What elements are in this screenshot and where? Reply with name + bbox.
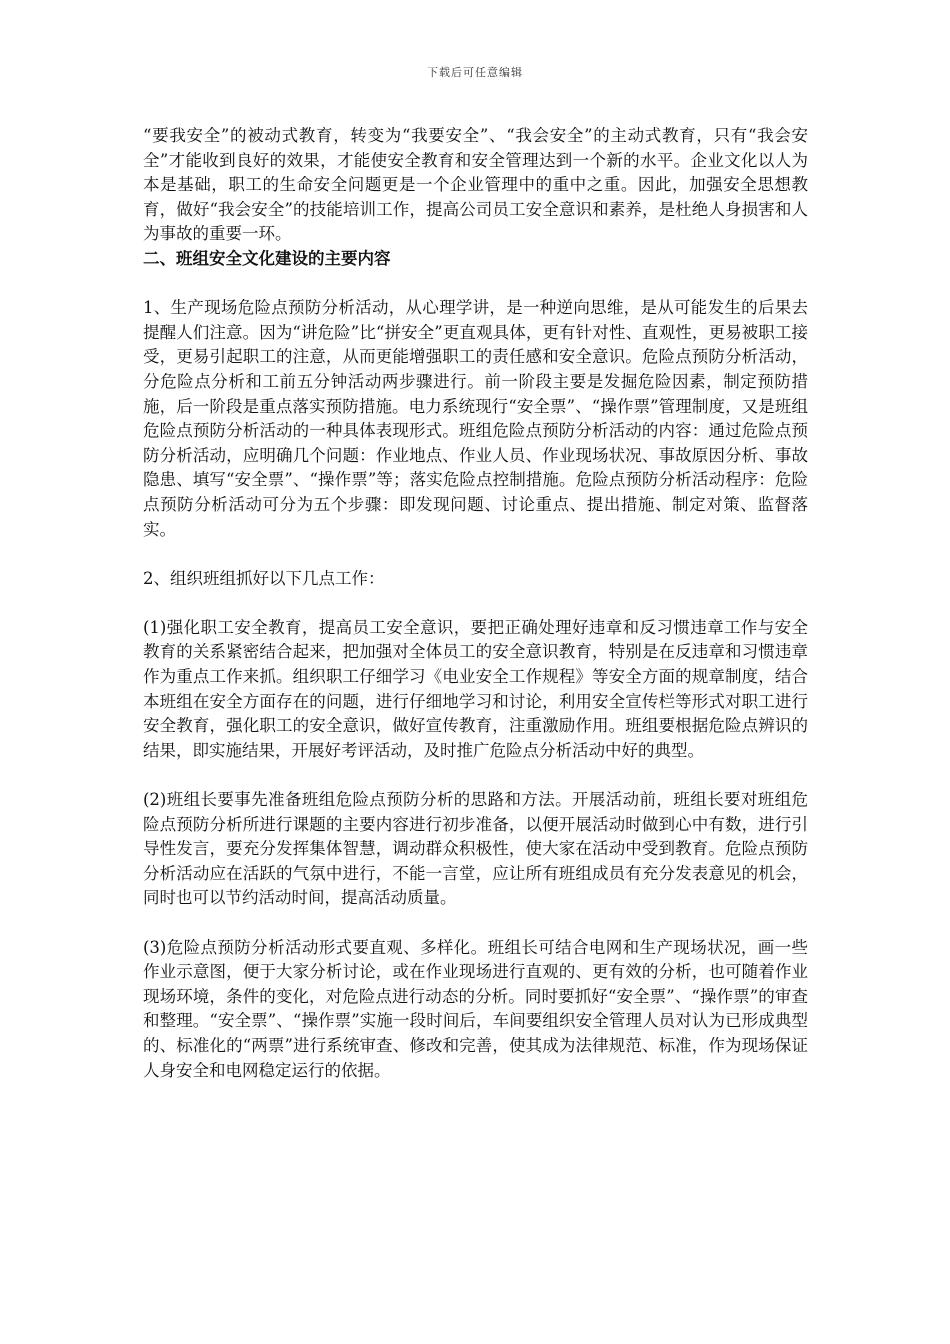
sub-item-2-paragraph: (2)班组长要事先准备班组危险点预防分析的思路和方法。开展活动前，班组长要对班组危险点预防分析所进行课题的主要内容进行初步准备，以便开展活动时做到心中有数，进行引导性发言，要充分发挥集体智慧，调动群众积极性，使大家在活动中受到教育。危险点预防分析活动应在活跃的气氛中进行，不能一言堂，应让所有班组成员有充分发表意见的机会，同时也可以节约活动时间，提高活动质量。: [143, 790, 808, 908]
sub-item-1-paragraph: (1)强化职工安全教育，提高员工安全意识，要把正确处理好违章和反习惯违章工作与安全教育的关系紧密结合起来，把加强对全体员工的安全意识教育，特别是在反违章和习惯违章作为重点工作来抓。组织职工仔细学习《电业安全工作规程》等安全方面的规章制度，结合本班组在安全方面存在的问题，进行仔细地学习和讨论，利用安全宣传栏等形式对职工进行安全教育，强化职工的安全意识，做好宣传教育，注重激励作用。班组要根据危险点辨识的结果，即实施结果，开展好考评活动，及时推广危险点分析活动中好的典型。: [143, 617, 808, 760]
item-2-paragraph: 2、组织班组抓好以下几点工作：: [143, 568, 385, 588]
item-1-paragraph: 1、生产现场危险点预防分析活动，从心理学讲，是一种逆向思维，是从可能发生的后果去提醒人们注意。因为“讲危险”比“拼安全”更直观具体，更有针对性、直观性，更易被职工接受，更易引起职工的注意，从而更能增强职工的责任感和安全意识。危险点预防分析活动，分危险点分析和工前五分钟活动两步骤进行。前一阶段主要是发掘危险因素，制定预防措施，后一阶段是重点落实预防措施。电力系统现行“安全票”、“操作票”管理制度，又是班组危险点预防分析活动的一种具体表现形式。班组危险点预防分析活动的内容：通过危险点预防分析活动，应明确几个问题：作业地点、作业人员、作业现场状况、事故原因分析、事故隐患、填写“安全票”、“操作票”等；落实危险点控制措施。危险点预防分析活动程序：危险点预防分析活动可分为五个步骤：即发现问题、讨论重点、提出措施、制定对策、监督落实。: [143, 298, 808, 539]
section-heading: 二、班组安全文化建设的主要内容: [143, 248, 391, 268]
sub-item-3-paragraph: (3)危险点预防分析活动形式要直观、多样化。班组长可结合电网和生产现场状况，画一些作业示意图，便于大家分析讨论，或在作业现场进行直观的、更有效的分析，也可随着作业现场环境，条件的变化，对危险点进行动态的分析。同时要抓好“安全票”、“操作票”的审查和整理。“安全票”、“操作票”实施一段时间后，车间要组织安全管理人员对认为已形成典型的、标准化的“两票”进行系统审查、修改和完善，使其成为法律规范、标准，作为现场保证人身安全和电网稳定运行的依据。: [143, 937, 808, 1080]
intro-paragraph: “要我安全”的被动式教育，转变为“我要安全”、“我会安全”的主动式教育，只有“我会安全”才能收到良好的效果，才能使安全教育和安全管理达到一个新的水平。企业文化以人为本是基础，职工的生命安全问题更是一个企业管理中的重中之重。因此，加强安全思想教育，做好“我会安全”的技能培训工作，提高公司员工安全意识和素养，是杜绝人身损害和人为事故的重要一环。: [143, 126, 808, 244]
document-body: [143, 124, 808, 1083]
page-header-text: 下载后可任意编辑: [427, 66, 523, 79]
